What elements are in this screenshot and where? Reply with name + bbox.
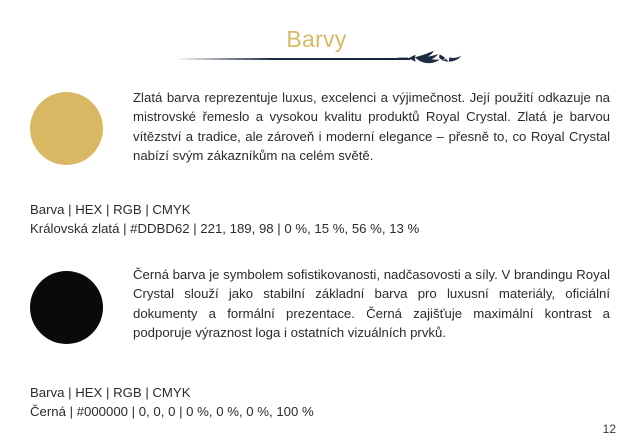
black-meta-values: Černá | #000000 | 0, 0, 0 | 0 %, 0 %, 0 %, 100 %	[30, 404, 314, 419]
page-title: Barvy	[286, 26, 347, 52]
title-divider-line	[175, 58, 410, 60]
page-number: 12	[602, 422, 616, 436]
black-description-text: Černá barva je symbolem sofistikovanosti, nadčasovosti a síly. V brandingu Royal Crystal slouží jako stabilní základní barva pro luxusní materiály, oficiální dokumenty a formální prezentace. Černá zajišťuje maximální kontrast a podporuje výraznost loga i ostatních vizuálních prvků.	[133, 267, 610, 340]
gold-meta-values: Královská zlatá | #DDBD62 | 221, 189, 98 | 0 %, 15 %, 56 %, 13 %	[30, 221, 420, 236]
black-color-circle-icon	[30, 271, 103, 344]
arrow-flourish-icon	[398, 47, 462, 69]
black-meta-header: Barva | HEX | RGB | CMYK	[30, 385, 191, 400]
slide-header	[0, 0, 633, 80]
gold-description-text: Zlatá barva reprezentuje luxus, excelenci a výjimečnost. Její použití odkazuje na mistrovské řemeslo a vysokou kvalitu produktů Royal Crystal. Zlatá je barvou vítězství a tradice, ale zároveň i moderní elegance – přesně to, co Royal Crystal nabízí svým zákazníkům na celém světě.	[133, 90, 610, 163]
gold-color-circle-icon	[30, 92, 103, 165]
gold-meta-header: Barva | HEX | RGB | CMYK	[30, 202, 191, 217]
